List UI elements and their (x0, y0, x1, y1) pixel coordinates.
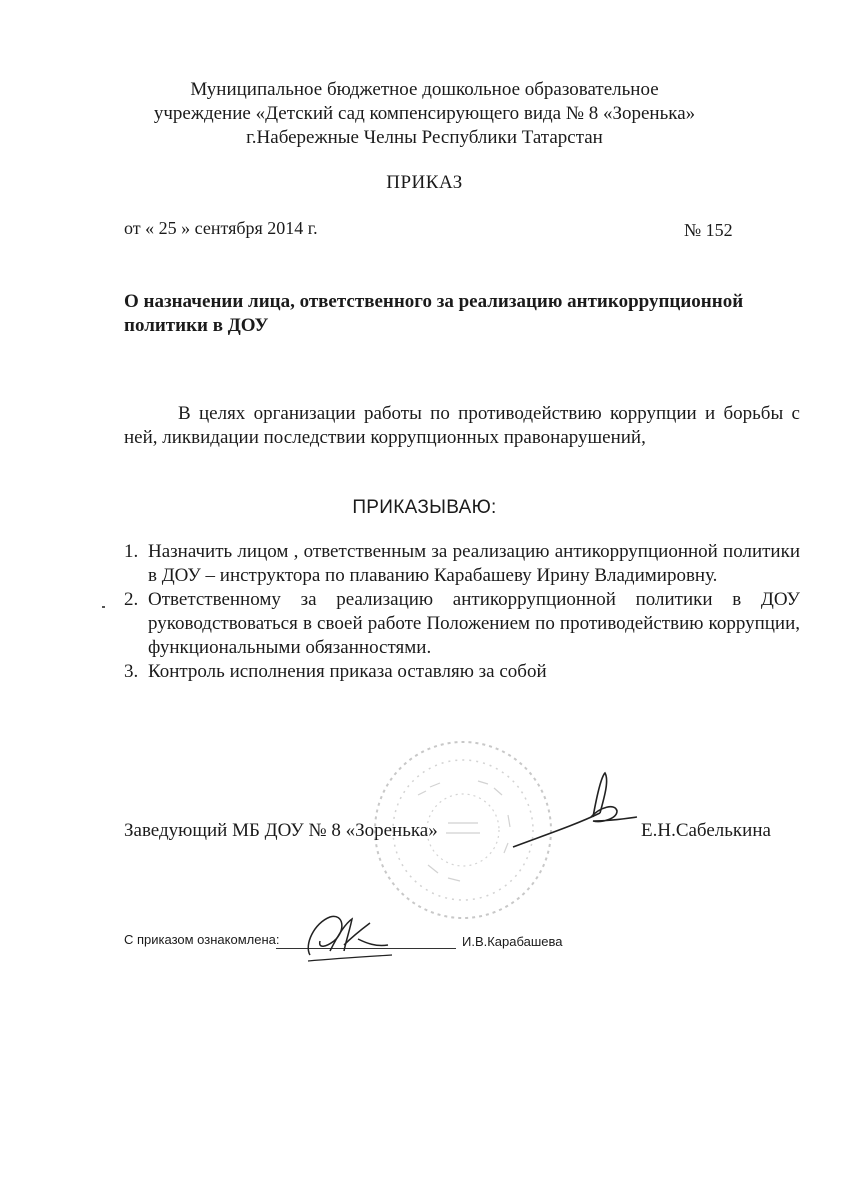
order-date: от « 25 » сентября 2014 г. (124, 218, 318, 238)
order-item-number: 3. (124, 661, 139, 682)
order-item-number: 1. (124, 541, 139, 562)
acknowledgement-signature (300, 905, 395, 965)
director-signature (505, 765, 640, 855)
director-name: Е.Н.Сабелькина (641, 820, 771, 841)
director-role: Заведующий МБ ДОУ № 8 «Зоренька» (124, 820, 438, 841)
order-items-list (124, 540, 800, 684)
order-number: № 152 (684, 220, 733, 240)
organization-header (0, 78, 849, 150)
header-line-3: г.Набережные Челны Республики Татарстан (246, 127, 603, 148)
order-subject: О назначении лица, ответственного за реализацию антикоррупционной политики в ДОУ (124, 291, 744, 336)
scan-speck (102, 606, 105, 608)
order-directive-word: ПРИКАЗЫВАЮ: (352, 497, 497, 518)
order-item-number: 2. (124, 589, 139, 610)
order-preamble: В целях организации работы по противодействию коррупции и борьбы с ней, ликвидации последствии коррупционных правонарушений, (124, 403, 800, 448)
order-item (124, 588, 800, 660)
order-item (124, 660, 800, 684)
order-item-text: Контроль исполнения приказа оставляю за собой (148, 661, 547, 682)
header-line-1: Муниципальное бюджетное дошкольное образовательное (190, 79, 659, 100)
document-title: ПРИКАЗ (386, 172, 463, 193)
order-item-text: Ответственному за реализацию антикоррупционной политики в ДОУ руководствоваться в своей работе Положением по противодействию коррупции, функциональными обязанностями. (148, 589, 800, 658)
order-item (124, 540, 800, 588)
header-line-2: учреждение «Детский сад компенсирующего вида № 8 «Зоренька» (153, 103, 696, 124)
acknowledgement-name: И.В.Карабашева (462, 934, 563, 949)
order-item-text: Назначить лицом , ответственным за реализацию антикоррупционной политики в ДОУ – инструктора по плаванию Карабашеву Ирину Владимировну. (148, 541, 800, 586)
acknowledgement-label: С приказом ознакомлена: (124, 932, 280, 947)
